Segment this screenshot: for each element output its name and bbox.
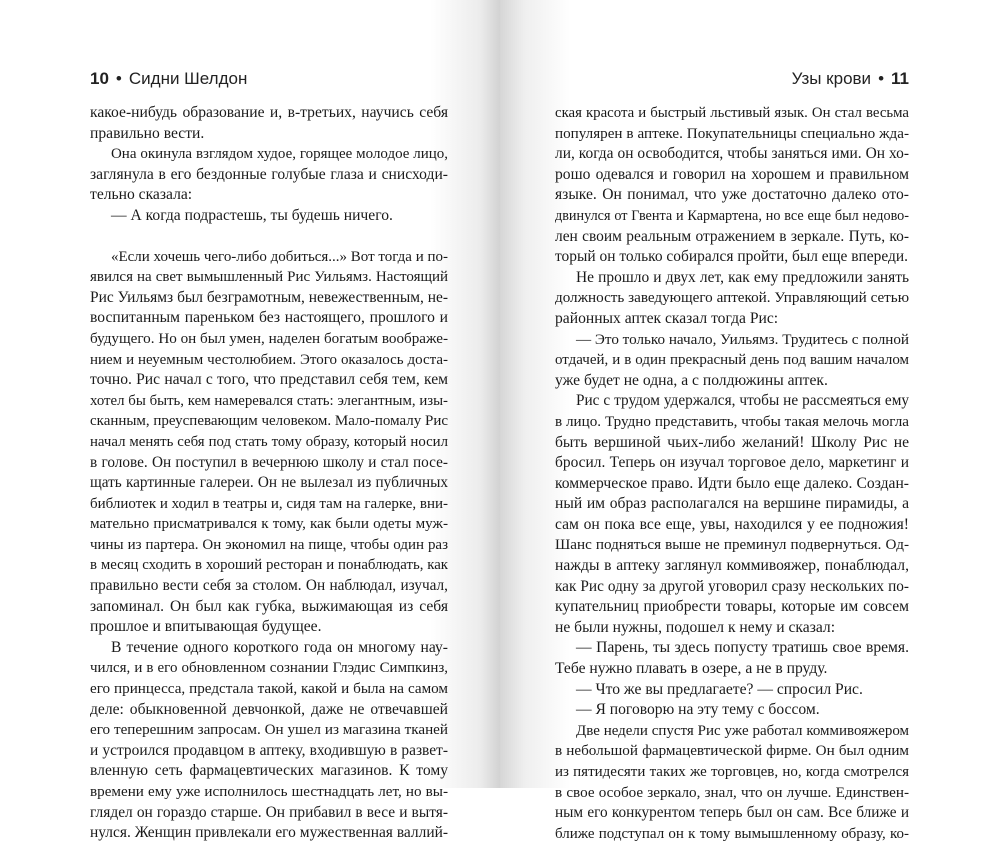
section-break [90, 227, 448, 247]
text-line: будущего. Но он был умен, наделен богатым воображе- [90, 330, 448, 347]
text-line: Тебе нужно плавать в озере, а не в пруду. [555, 660, 828, 678]
right-page-text [555, 103, 909, 844]
text-line: нулся. Женщин привлекали его мужественная валлий- [90, 824, 448, 842]
text-line: отдачей, и в один прекрасный день под вашим началом [555, 352, 909, 369]
text-line: ным его конкурентом теперь был он сам. Все ближе и [555, 804, 909, 822]
text-line: — Это только начало, Уильямз. Трудитесь с полной [576, 331, 909, 348]
text-line: — А когда подрастешь, ты будешь ничего. [111, 206, 393, 224]
text-line: явился на свет вымышленный Рис Уильямз. Настоящий [90, 269, 448, 286]
text-line: ли, когда он освободится, чтобы заняться ими. Он хо- [555, 145, 909, 163]
text-line: заглянула в его бездонные голубые глаза и снисходи- [90, 165, 448, 183]
left-running-head [90, 69, 247, 89]
text-line: какое-нибудь образование и, в-третьих, научись себя [90, 104, 448, 121]
text-line: купательниц приобрести товары, которые им совсем [555, 598, 909, 616]
text-line: в небольшой фармацевтической фирме. Он был одним [555, 743, 909, 760]
text-line: деле: обыкновенной девчонкой, даже не отвечавшей [90, 700, 448, 718]
text-line: нием и неуемным честолюбием. Этого оказалось доста- [90, 351, 448, 368]
text-line: не были нужны, подошел к нему и сказал: [555, 618, 836, 636]
head-bullet-right: • [878, 69, 885, 88]
right-page [500, 0, 1000, 842]
text-line: ская красота и быстрый льстивый язык. Он стал весьма [555, 105, 909, 121]
text-line: торый он только собирался пройти, был еще впереди. [555, 248, 908, 266]
right-running-head [792, 69, 909, 89]
text-line: «Если хочешь чего-либо добиться...» Вот тогда и по- [111, 248, 448, 265]
left-page [0, 0, 500, 842]
page-number-right: 11 [891, 69, 909, 88]
text-line: Рис с трудом удержался, чтобы не рассмеяться ему [576, 392, 909, 410]
head-bullet-left: • [115, 69, 122, 88]
text-line: и устроился продавцом в аптеку, входившую в развет- [90, 741, 448, 759]
book-title: Узы крови [791, 69, 872, 88]
text-line: глядел он гораздо старше. Он прибавил в весе и вытя- [90, 803, 448, 821]
text-line: Рис Уильямз был безграмотным, невежественным, не- [90, 288, 448, 306]
text-line: сканным, преуспевающим человеком. Мало-помалу Рис [90, 413, 448, 430]
text-line: в голове. Он поступил в вечернюю школу и стал посе- [90, 453, 448, 471]
text-line: чины из партера. Он экономил на пище, чтобы один раз [90, 536, 448, 553]
text-line: библиотек и ходил в театры и, сидя там на галерке, вни- [90, 495, 448, 512]
text-line: нажды в аптеку заглянул коммивояжер, понаблюдал, [555, 557, 909, 575]
text-line: должность заведующего аптекой. Управляющий сетью [555, 290, 909, 307]
text-line: — Что же вы предлагаете? — спросил Рис. [576, 680, 863, 698]
text-line: популярен в аптеке. Покупательницы специально жда- [555, 125, 909, 142]
text-line: запоминал. Он был как губка, выжимающая из себя [90, 597, 448, 615]
text-line: времени ему уже исполнилось шестнадцать лет, но вы- [90, 784, 448, 800]
text-line: Не прошло и двух лет, как ему предложили занять [576, 268, 909, 286]
text-line: чился, и в его обновленном сознании Глэдис Симпкинз, [90, 660, 448, 677]
text-line: районных аптек сказал тогда Рис: [555, 309, 779, 327]
text-line: из пятидесяти таких же торговцев, но, когда смотрелся [555, 764, 909, 780]
text-line: точно. Рис начал с того, что представил себя тем, кем [90, 371, 448, 389]
text-line: начал менять себя под стать тому образу, который носил [90, 433, 448, 450]
text-line: ближе подступал он к тому вымышленному образу, ко- [555, 825, 909, 842]
text-line: в месяц сходить в хороший ресторан и понаблюдать, как [90, 557, 448, 574]
text-line: сам он пока все еще, увы, находился у ее подножия! [555, 515, 909, 533]
text-line: воспитанным пареньком без настоящего, прошлого и [90, 309, 448, 327]
text-line: хотел бы быть, кем намеревался стать: элегантным, изы- [90, 392, 448, 409]
text-line: правильно вести себя за столом. Он наблюдал, изучал, [90, 577, 448, 595]
text-line: его принцесса, предстала такой, какой и была на самом [90, 681, 448, 698]
text-line: коммерческое право. Идти было еще далеко. Создан- [555, 474, 909, 492]
text-line: щать картинные галереи. Он не вылезал из публичных [90, 474, 448, 492]
text-line: лен своим реальным отражением в зеркале. Путь, ко- [555, 227, 909, 245]
text-line: прошлое и впитывающая будущее. [90, 618, 322, 636]
text-line: ный им образ располагался на вершине пирамиды, а [555, 495, 909, 513]
text-line: В течение одного короткого года он многому нау- [111, 638, 448, 656]
text-line: его теперешним запросам. Он ушел из магазина тканей [90, 722, 448, 739]
text-line: Две недели спустя Рис уже работал коммивояжером [576, 722, 909, 739]
text-line: Шанс подняться выше не преминул подвернуться. Од- [555, 537, 909, 554]
author-name: Сидни Шелдон [128, 69, 248, 88]
text-line: вленную сеть фармацевтических магазинов. К тому [90, 762, 448, 780]
page-number-left: 10 [90, 69, 109, 88]
text-line: как Рис одну за другой уговорил сразу нескольких по- [555, 577, 909, 595]
text-line: языке. Он понимал, что уже достаточно далеко ото- [555, 186, 909, 204]
text-line: бросил. Теперь он изучал торговое дело, маркетинг и [555, 454, 909, 472]
text-line: в лицо. Трудно представить, чтобы такая мелочь могла [555, 413, 909, 430]
text-line: — Парень, ты здесь попусту тратишь свое время. [576, 639, 909, 657]
text-line: в свое особое зеркало, знал, что он лучше. Единствен- [555, 784, 909, 801]
text-line: Она окинула взглядом худое, горящее молодое лицо, [111, 146, 448, 163]
text-line: — Я поговорю на эту тему с боссом. [576, 701, 820, 719]
text-line: мательно присматривался к тому, как были одеты муж- [90, 516, 448, 533]
text-line: двинулся от Гвента и Кармартена, но все еще был недово- [555, 207, 909, 224]
text-line: уже будет не одна, а с полдюжины аптек. [555, 371, 828, 389]
text-line: быть вершиной чьих-либо желаний! Школу Рис не [555, 433, 909, 451]
text-line: рошо одевался и говорил на хорошем и правильном [555, 165, 909, 183]
text-line: тельно сказала: [90, 186, 193, 204]
text-line: правильно вести. [90, 124, 205, 142]
left-page-text [90, 103, 448, 844]
